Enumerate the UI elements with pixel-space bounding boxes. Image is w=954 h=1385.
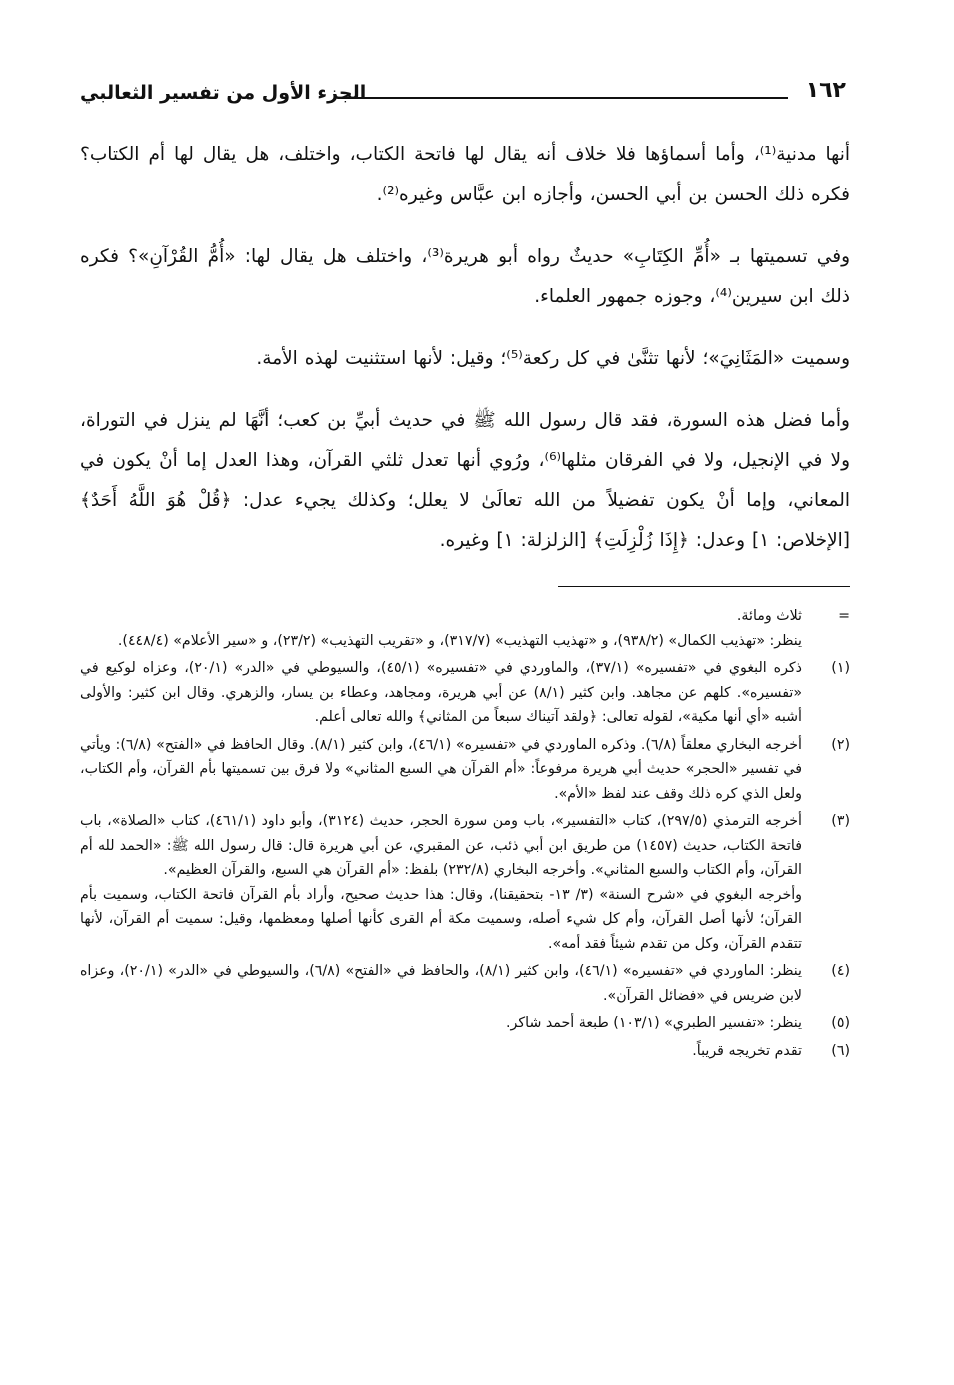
footnote-mark: (٣) [831, 813, 850, 829]
footnote-1 [80, 656, 850, 730]
footnote-text: ينظر: الماوردي في «تفسيره» (٤٦/١)، وابن كثير (٨/١)، والحافظ في «الفتح» (٦/٨)، والسيوطي في «الدر» (٢٠/١)، وعزاه لابن ضريس في «فضائل القرآن». [80, 963, 802, 1004]
footnote-mark: (٥) [831, 1015, 850, 1031]
footnote-text: أخرجه الترمذي (٢٩٧/٥)، كتاب «التفسير»، باب ومن سورة الحجر، حديث (٣١٢٤)، وأبو داود (٤٦١/١)، كتاب «الصلاة»، باب فاتحة الكتاب، حديث (١٤٥٧) من طريق ابن أبي ذئب، عن المقبري، عن أبي هريرة قال: قال رسول الله ﷺ: «الحمد لله أم القرآن، وأم الكتاب والسبع المثاني». وأخرجه البخاري (٢٣٢/٨) بلفظ: «أم القرآن هي السبع، والقرآن العظيم». [80, 813, 802, 878]
footnote-4 [80, 959, 850, 1008]
footnote-3 [80, 809, 850, 956]
paragraph-virtue: وأما فضل هذه السورة، فقد قال رسول الله ﷺ في حديث أبيِّ بن كعب؛ أنَّهَا لم ينزل في التوراة، ولا في الإنجيل، ولا في الفرقان مثلها⁽⁶⁾، ورُوي أنها تعدل ثلثي القرآن، وهذا العدل إما أنْ يكون في المعاني، وإما أنْ يكون تفضيلاً من الله تعالَىٰ لا يعلل؛ وكذلك يجيء عدل: ﴿قُلْ هُوَ اللَّهُ أَحَدٌ﴾ [الإخلاص: ١] وعدل: ﴿إِذَا زُلْزِلَتِ﴾ [الزلزلة: ١] وغيره. [80, 410, 851, 551]
footnote-text: وأخرجه البغوي في «شرح السنة» (٣/ ١٣- بتحقيقنا)، وقال: هذا حديث صحيح، وأراد بأم القرآن فاتحة الكتاب، وسميت بأم القرآن؛ لأنها أصل القرآن، وأم كل شيء أصله، وسميت مكة أم القرى كأنها أصلها ومعظمها، وقيل: سميت أم القرآن، لأنها تتقدم القرآن، وكل من تقدم شيئاً فقد أمه». [80, 886, 803, 952]
paragraph-names: أنها مدنية⁽¹⁾، وأما أسماؤها فلا خلاف أنه يقال لها فاتحة الكتاب، واختلف، هل يقال لها أم الكتاب؟ فكره ذلك الحسن بن أبي الحسن، وأجازه ابن عبَّاس وغيره⁽²⁾. [80, 144, 850, 205]
main-text [80, 135, 850, 583]
footnotes [80, 604, 850, 1066]
footnote-mark: = [838, 608, 850, 624]
footnote-6 [80, 1039, 850, 1064]
footnote-continued [80, 604, 850, 653]
page-number: ١٦٢ [805, 78, 846, 103]
running-title: الجزء الأول من تفسير الثعالبي [80, 82, 367, 104]
footnote-text: ينظر: «تهذيب الكمال» (٩٣٨/٢)، و «تهذيب التهذيب» (٣١٧/٧)، و «تقريب التهذيب» (٢٣/٢)، و «سير الأعلام» (٤٤٨/٤). [117, 632, 802, 649]
paragraph-umm-al-kitab: وفي تسميتها بـ «أُمِّ الكِتَابِ» حديثٌ رواه أبو هريرة⁽³⁾، واختلف هل يقال لها: «أُمُّ القُرْآنِ»؟ فكره ذلك ابن سيرين⁽⁴⁾، وجوزه جمهور العلماء. [80, 246, 850, 307]
footnote-text: تقدم تخريجه قريباً. [692, 1042, 802, 1059]
paragraph-mathani: وسميت «المَثَانِيَ»؛ لأنها تثنَّىٰ في كل ركعة⁽⁵⁾؛ وقيل: لأنها استثنيت لهذه الأمة. [256, 348, 850, 369]
footnote-mark: (١) [831, 660, 850, 676]
running-header [80, 74, 850, 114]
footnote-text: ينظر: «تفسير الطبري» (١٠٣/١) طبعة أحمد شاكر. [506, 1015, 802, 1031]
header-rule [338, 97, 788, 99]
footnote-mark: (٢) [831, 736, 850, 753]
footnote-2 [80, 733, 850, 807]
footnote-mark: (٤) [831, 963, 850, 979]
footnote-text: أخرجه البخاري معلقاً (٦/٨). وذكره الماوردي في «تفسيره» (٤٦/١)، وابن كثير (٨/١). وقال الحافظ في «الفتح» (٦/٨): ويأتي في تفسير «الحجر» حديث أبي هريرة مرفوعاً: «أم القرآن هي السبع المثاني» ولا فرق بين تسميتها بأم القرآن، وأم الكتاب، ولعل الذي كره ذلك وقف عند لفظ «الأم». [80, 736, 802, 802]
footnote-separator [558, 586, 850, 587]
footnote-5 [80, 1011, 850, 1036]
footnote-text: ذكره البغوي في «تفسيره» (٣٧/١)، والماوردي في «تفسيره» (٤٥/١)، والسيوطي في «الدر» (٢٠/١)، وعزاه لوكيع في «تفسيره». كلهم عن مجاهد. وابن كثير (٨/١) عن أبي هريرة، ومجاهد، وعطاء بن يسار، والزهري. وقال ابن كثير: والأولى أشبه «أي أنها مكية»، لقوله تعالى: ﴿ولقد آتيناك سبعاً من المثاني﴾ والله تعالى أعلم. [80, 660, 802, 725]
footnote-mark: (٦) [831, 1042, 850, 1059]
footnote-text: ثلاث ومائة. [736, 608, 802, 624]
